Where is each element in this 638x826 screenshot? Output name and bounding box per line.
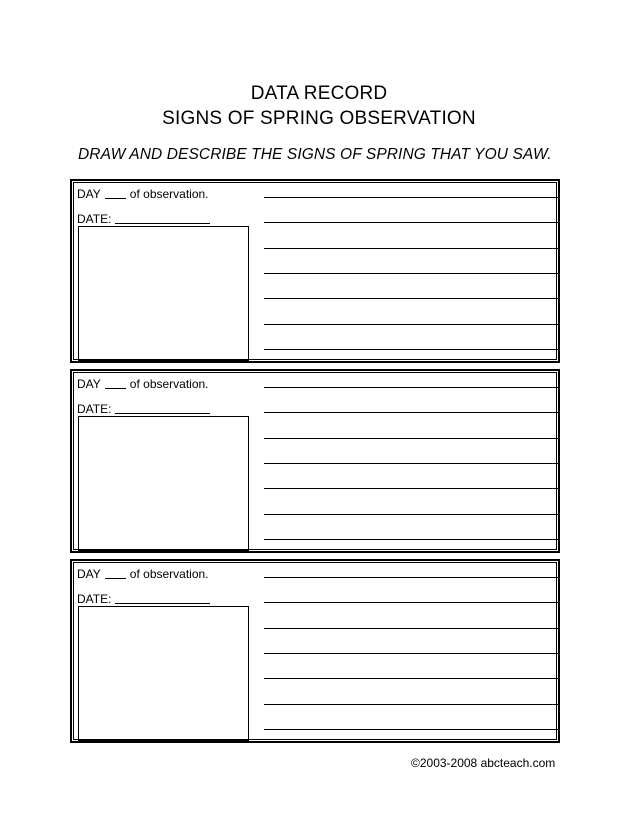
writing-line[interactable] (264, 438, 558, 439)
writing-line[interactable] (264, 197, 558, 198)
writing-line[interactable] (264, 298, 558, 299)
writing-line[interactable] (264, 412, 558, 413)
date-label: DATE: (77, 592, 112, 606)
date-field (77, 402, 210, 416)
writing-line[interactable] (264, 678, 558, 679)
date-field (77, 592, 210, 606)
day-field (77, 187, 209, 201)
writing-line[interactable] (264, 387, 558, 388)
day-field (77, 377, 209, 391)
date-blank[interactable] (115, 603, 210, 604)
day-suffix: of observation. (129, 567, 209, 581)
instructions-text: DRAW AND DESCRIBE THE SIGNS OF SPRING THAT YOU SAW. (78, 146, 552, 163)
drawing-box[interactable] (78, 606, 249, 741)
writing-line[interactable] (264, 539, 558, 540)
writing-line[interactable] (264, 653, 558, 654)
page-title: DATA RECORD (250, 83, 388, 104)
writing-line[interactable] (264, 248, 558, 249)
date-blank[interactable] (115, 223, 210, 224)
observation-record (70, 179, 560, 363)
day-blank[interactable] (105, 578, 126, 579)
writing-line[interactable] (264, 514, 558, 515)
writing-line[interactable] (264, 729, 558, 730)
writing-line[interactable] (264, 222, 558, 223)
date-label: DATE: (77, 212, 112, 226)
observation-record (70, 369, 560, 553)
date-label: DATE: (77, 402, 112, 416)
writing-line[interactable] (264, 324, 558, 325)
writing-line[interactable] (264, 577, 558, 578)
day-label: DAY (77, 377, 101, 391)
drawing-box[interactable] (78, 416, 249, 551)
writing-line[interactable] (264, 704, 558, 705)
day-suffix: of observation. (129, 377, 209, 391)
page-subtitle: SIGNS OF SPRING OBSERVATION (162, 108, 476, 129)
date-blank[interactable] (115, 413, 210, 414)
date-field (77, 212, 210, 226)
day-blank[interactable] (105, 388, 126, 389)
drawing-box[interactable] (78, 226, 249, 361)
day-field (77, 567, 209, 581)
day-label: DAY (77, 567, 101, 581)
day-suffix: of observation. (129, 187, 209, 201)
copyright-footer: ©2003-2008 abcteach.com (411, 756, 556, 770)
day-label: DAY (77, 187, 101, 201)
writing-line[interactable] (264, 628, 558, 629)
observation-record (70, 559, 560, 743)
writing-line[interactable] (264, 602, 558, 603)
writing-line[interactable] (264, 463, 558, 464)
day-blank[interactable] (105, 198, 126, 199)
writing-line[interactable] (264, 488, 558, 489)
writing-line[interactable] (264, 349, 558, 350)
writing-line[interactable] (264, 273, 558, 274)
